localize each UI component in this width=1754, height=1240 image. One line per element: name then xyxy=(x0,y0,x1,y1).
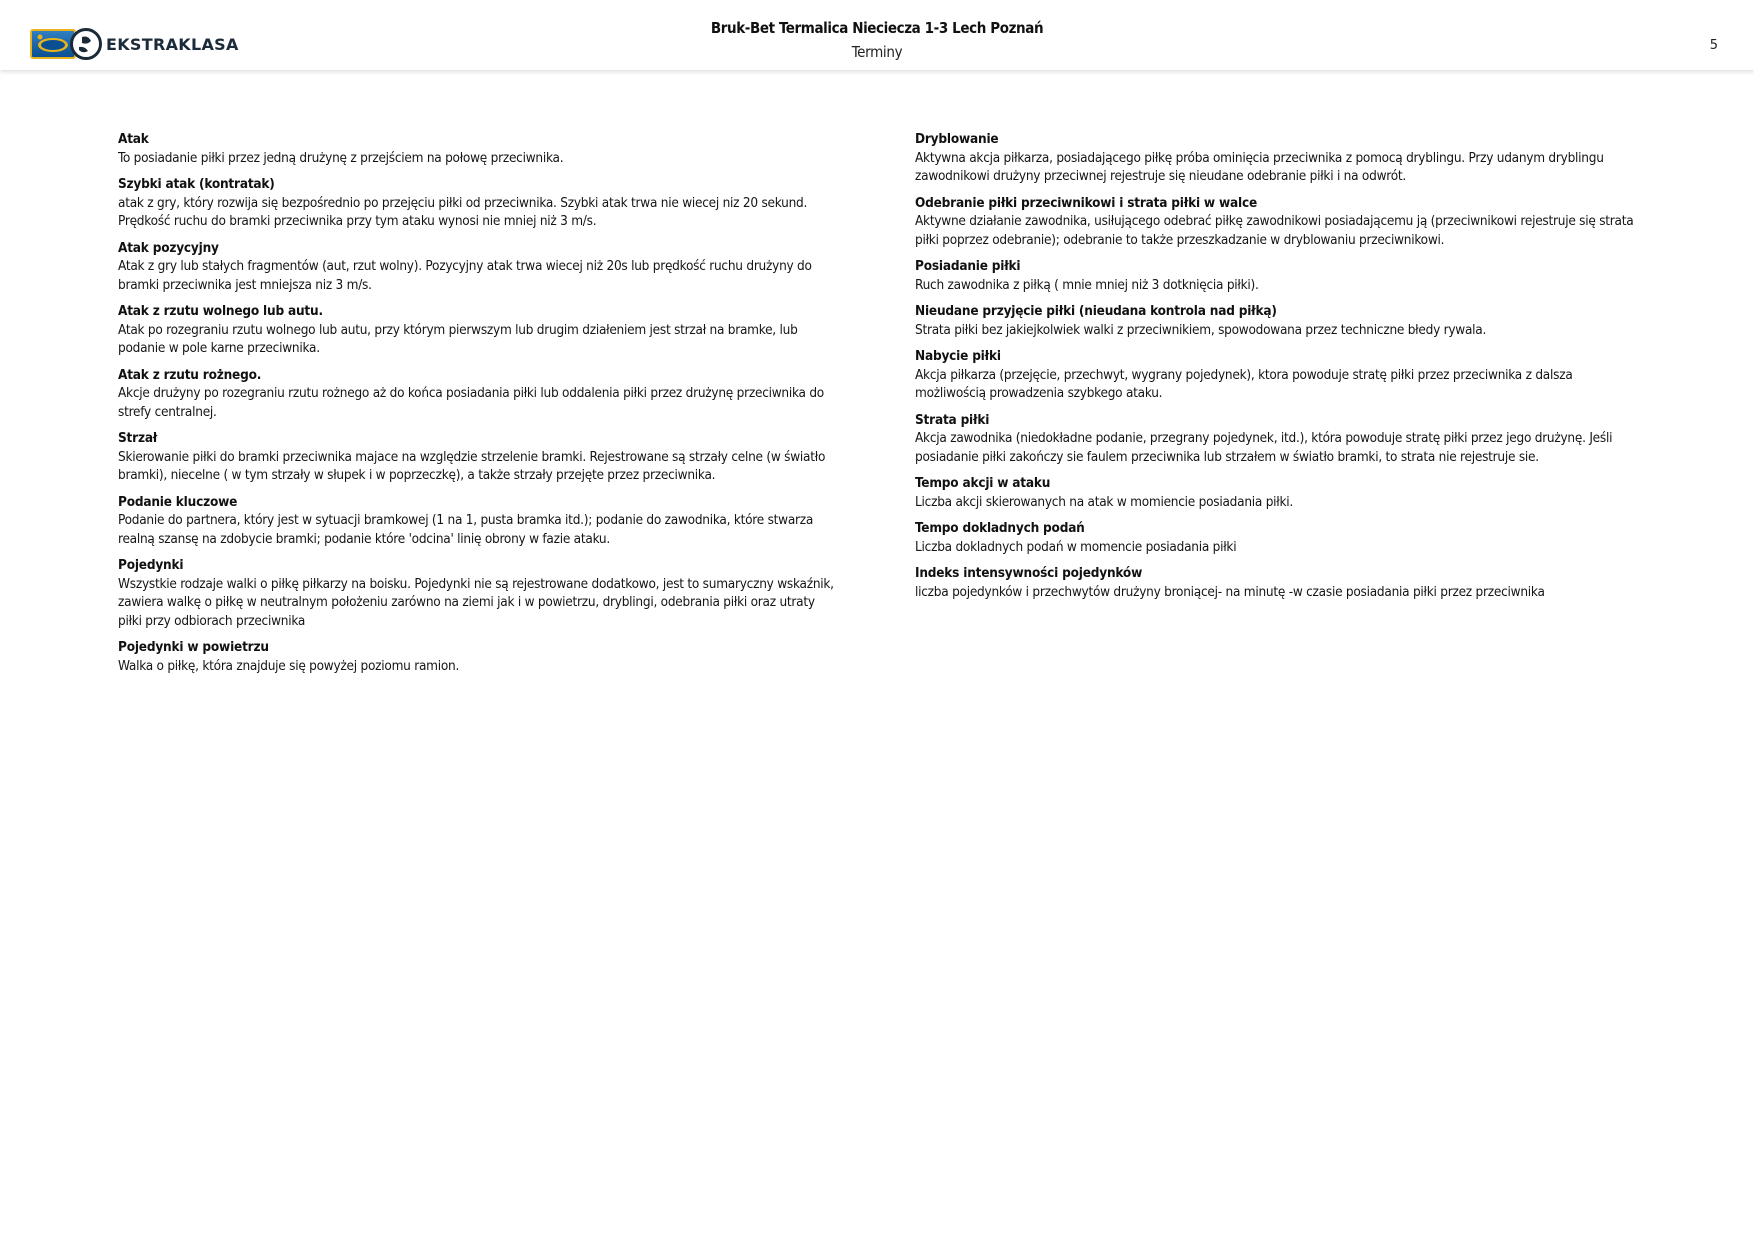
term-entry xyxy=(118,638,838,675)
term-entry xyxy=(915,347,1635,403)
term-description: liczba pojedynków i przechwytów drużyny broniącej- na minutę -w czasie posiadania piłki przez przeciwnika xyxy=(915,583,1545,600)
section-subtitle: Terminy xyxy=(851,43,903,61)
term-title: Atak z rzutu wolnego lub autu. xyxy=(118,303,323,319)
term-entry xyxy=(118,493,838,549)
term-entry xyxy=(915,411,1635,467)
term-title: Tempo akcji w ataku xyxy=(915,475,1051,491)
term-entry xyxy=(915,302,1635,339)
term-title: Tempo dokladnych podań xyxy=(915,520,1085,536)
term-title: Dryblowanie xyxy=(915,131,999,147)
term-entry xyxy=(915,130,1635,186)
term-title: Strzał xyxy=(118,430,158,446)
term-title: Pojedynki w powietrzu xyxy=(118,639,269,655)
page-header xyxy=(0,0,1754,70)
term-title: Pojedynki xyxy=(118,557,184,573)
term-description: Atak po rozegraniu rzutu wolnego lub autu, przy którym pierwszym lub drugim działeniem jest strzał na bramke, lub podanie w pole karne przeciwnika. xyxy=(118,321,798,356)
term-entry xyxy=(118,556,838,630)
term-description: Strata piłki bez jakiejkolwiek walki z przeciwnikiem, spowodowana przez techniczne błedy rywala. xyxy=(915,321,1487,338)
term-description: Akcja zawodnika (niedokładne podanie, przegrany pojedynek, itd.), która powoduje stratę piłki przez jego drużynę. Jeśli posiadanie piłki zakończy sie faulem przeciwnika lub strzałem w światło bramki, to strata nie rejestruje sie. xyxy=(915,430,1613,465)
term-entry xyxy=(915,564,1635,601)
term-title: Nieudane przyjęcie piłki (nieudana kontrola nad piłką) xyxy=(915,303,1277,319)
term-entry xyxy=(915,257,1635,294)
term-title: Atak z rzutu rożnego. xyxy=(118,366,262,383)
term-description: Walka o piłkę, która znajduje się powyżej poziomu ramion. xyxy=(118,657,460,674)
term-description: To posiadanie piłki przez jedną drużynę z przejściem na połowę przeciwnika. xyxy=(118,149,564,166)
term-description: Liczba akcji skierowanych na atak w momiencie posiadania piłki. xyxy=(915,493,1293,510)
term-description: Akcja piłkarza (przejęcie, przechwyt, wygrany pojedynek), ktora powoduje stratę piłki przez przeciwnika z dalsza możliwością prowadzenia szybkego ataku. xyxy=(915,366,1573,401)
term-description: Podanie do partnera, który jest w sytuacji bramkowej (1 na 1, pusta bramka itd.); podanie do zawodnika, które stwarza realną szansę na zdobycie bramki; podanie które 'odcina' linię obrony w fazie ataku. xyxy=(118,512,814,547)
match-title: Bruk-Bet Termalica Nieciecza 1-3 Lech Poznań xyxy=(710,19,1044,37)
term-description: Wszystkie rodzaje walki o piłkę piłkarzy na boisku. Pojedynki nie są rejestrowane dodatkowo, jest to sumaryczny wskaźnik, zawiera walkę o piłkę w neutralnym położeniu zarówno na ziemi jak i w powietrzu, dryblingi, odebrania piłki oraz utraty piłki przy odbiorach przeciwnika xyxy=(118,575,834,629)
brand-name: EKSTRAKLASA xyxy=(106,34,239,54)
term-title: Podanie kluczowe xyxy=(118,493,238,510)
term-description: Skierowanie piłki do bramki przeciwnika majace na względzie strzelenie bramki. Rejestrowane są strzały celne (w światło bramki), niecelne ( w tym strzały w słupek i w poprzeczkę), a także strzały przejęte przez przeciwnika. xyxy=(118,448,826,483)
term-entry xyxy=(118,239,838,295)
terms-column-right xyxy=(915,130,1635,609)
term-entry xyxy=(915,194,1635,250)
term-title: Odebranie piłki przeciwnikowi i strata piłki w walce xyxy=(915,194,1257,211)
term-title: Posiadanie piłki xyxy=(915,258,1021,274)
term-entry xyxy=(118,366,838,422)
term-entry xyxy=(118,429,838,485)
term-description: Aktywne działanie zawodnika, usiłującego odebrać piłkę zawodnikowi posiadającemu ją (przeciwnikowi rejestruje się strata piłki poprzez odebranie); odebranie to także przeszkadzanie w dryblowaniu przeciwnikowi. xyxy=(915,213,1634,248)
term-description: Atak z gry lub stałych fragmentów (aut, rzut wolny). Pozycyjny atak trwa wiecej niż 20s lub prędkość ruchu drużyny do bramki przeciwnika jest mniejsza niz 3 m/s. xyxy=(118,258,812,293)
term-title: Nabycie piłki xyxy=(915,348,1001,364)
term-entry xyxy=(915,519,1635,556)
term-entry xyxy=(915,474,1635,511)
term-title: Strata piłki xyxy=(915,411,990,428)
term-title: Szybki atak (kontratak) xyxy=(118,176,275,192)
term-title: Atak pozycyjny xyxy=(118,239,219,256)
term-entry xyxy=(118,175,838,231)
term-entry xyxy=(118,130,838,167)
page-number: 5 xyxy=(1709,38,1718,53)
term-description: Liczba dokladnych podań w momencie posiadania piłki xyxy=(915,538,1237,555)
term-description: Aktywna akcja piłkarza, posiadającego piłkę próba ominięcia przeciwnika z pomocą dryblingu. Przy udanym dryblingu zawodnikowi drużyny przeciwnej rejestruje się nieudane odebranie piłki i na odwrót. xyxy=(915,149,1604,184)
terms-column-left xyxy=(118,130,838,683)
term-entry xyxy=(118,302,838,358)
term-title: Indeks intensywności pojedynków xyxy=(915,565,1143,581)
term-description: atak z gry, który rozwija się bezpośrednio po przejęciu piłki od przeciwnika. Szybki atak trwa nie wiecej niz 20 sekund. Prędkość ruchu do bramki przeciwnika przy tym ataku wynosi nie mniej niż 3 m/s. xyxy=(118,194,808,229)
term-description: Akcje drużyny po rozegraniu rzutu rożnego aż do końca posiadania piłki lub oddalenia piłki przez drużynę przeciwnika do strefy centralnej. xyxy=(118,385,824,420)
term-title: Atak xyxy=(118,131,149,147)
term-description: Ruch zawodnika z piłką ( mnie mniej niż 3 dotknięcia piłki). xyxy=(915,276,1259,293)
